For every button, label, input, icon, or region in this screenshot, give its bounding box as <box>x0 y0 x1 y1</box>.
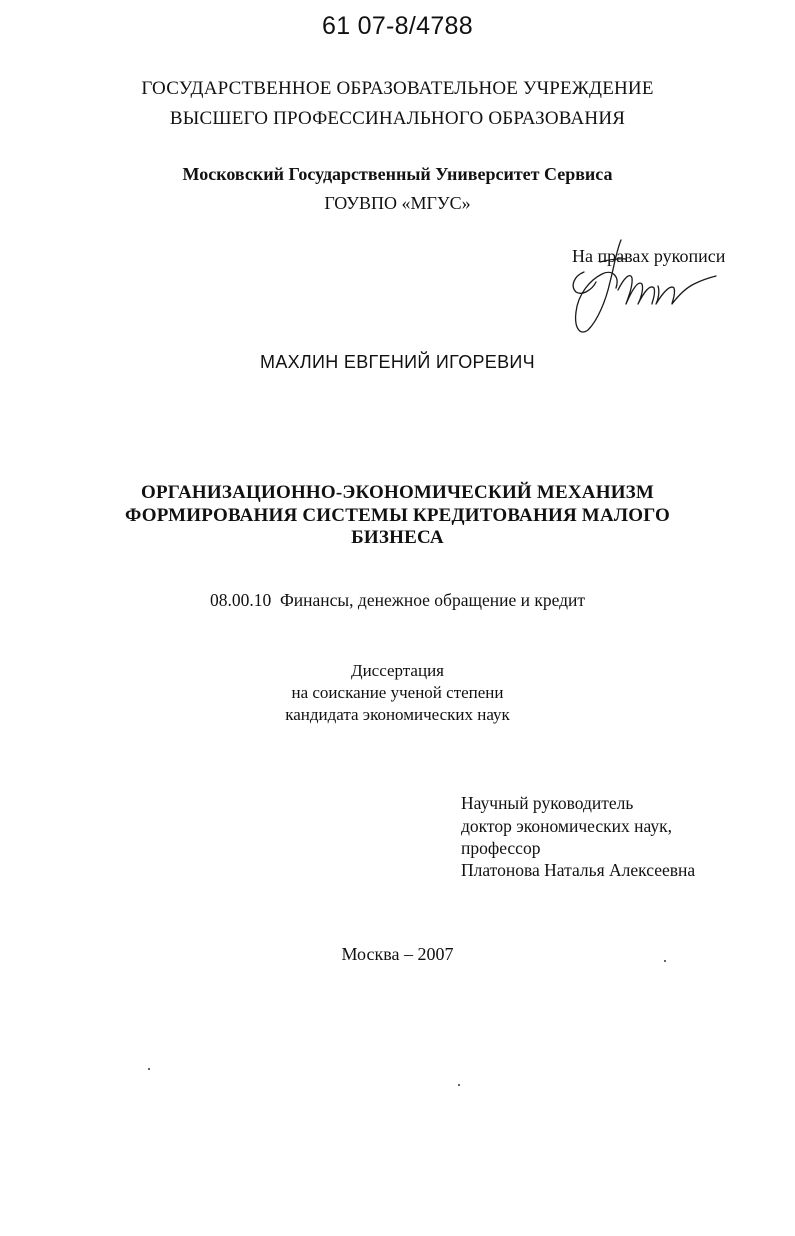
dissertation-line-1: Диссертация <box>350 661 444 680</box>
supervisor-line-4: Платонова Наталья Алексеевна <box>461 860 696 880</box>
specialty-name: Финансы, денежное обращение и кредит <box>279 590 586 610</box>
title-line-3: БИЗНЕСА <box>351 527 444 548</box>
supervisor-line-3: профессор <box>461 838 541 858</box>
manuscript-rights: На правах рукописи <box>572 246 726 266</box>
scan-speck <box>664 960 666 962</box>
specialty <box>0 590 795 611</box>
institution-line-2: ВЫСШЕГО ПРОФЕССИНАЛЬНОГО ОБРАЗОВАНИЯ <box>169 108 626 129</box>
dissertation-line-3: кандидата экономических наук <box>285 705 510 724</box>
supervisor-line-1: Научный руководитель <box>461 793 634 813</box>
specialty-code: 08.00.10 <box>209 590 272 610</box>
city-year: Москва – 2007 <box>341 944 454 964</box>
archive-number: 61 07-8/4788 <box>322 12 473 40</box>
title-line-1: ОРГАНИЗАЦИОННО-ЭКОНОМИЧЕСКИЙ МЕХАНИЗМ <box>140 482 655 503</box>
university-name: Московский Государственный Университет Сервиса <box>182 164 613 184</box>
university-abbreviation: ГОУВПО «МГУС» <box>324 193 471 213</box>
institution-line-1: ГОСУДАРСТВЕННОЕ ОБРАЗОВАТЕЛЬНОЕ УЧРЕЖДЕНИЕ <box>141 78 654 99</box>
title-line-2: ФОРМИРОВАНИЯ СИСТЕМЫ КРЕДИТОВАНИЯ МАЛОГО <box>124 505 670 526</box>
signature-icon <box>566 232 726 337</box>
supervisor-line-2: доктор экономических наук, <box>461 816 672 836</box>
scan-speck <box>148 1068 150 1070</box>
dissertation-line-2: на соискание ученой степени <box>291 683 504 702</box>
scan-speck <box>458 1084 460 1086</box>
author-name: МАХЛИН ЕВГЕНИЙ ИГОРЕВИЧ <box>260 352 535 372</box>
